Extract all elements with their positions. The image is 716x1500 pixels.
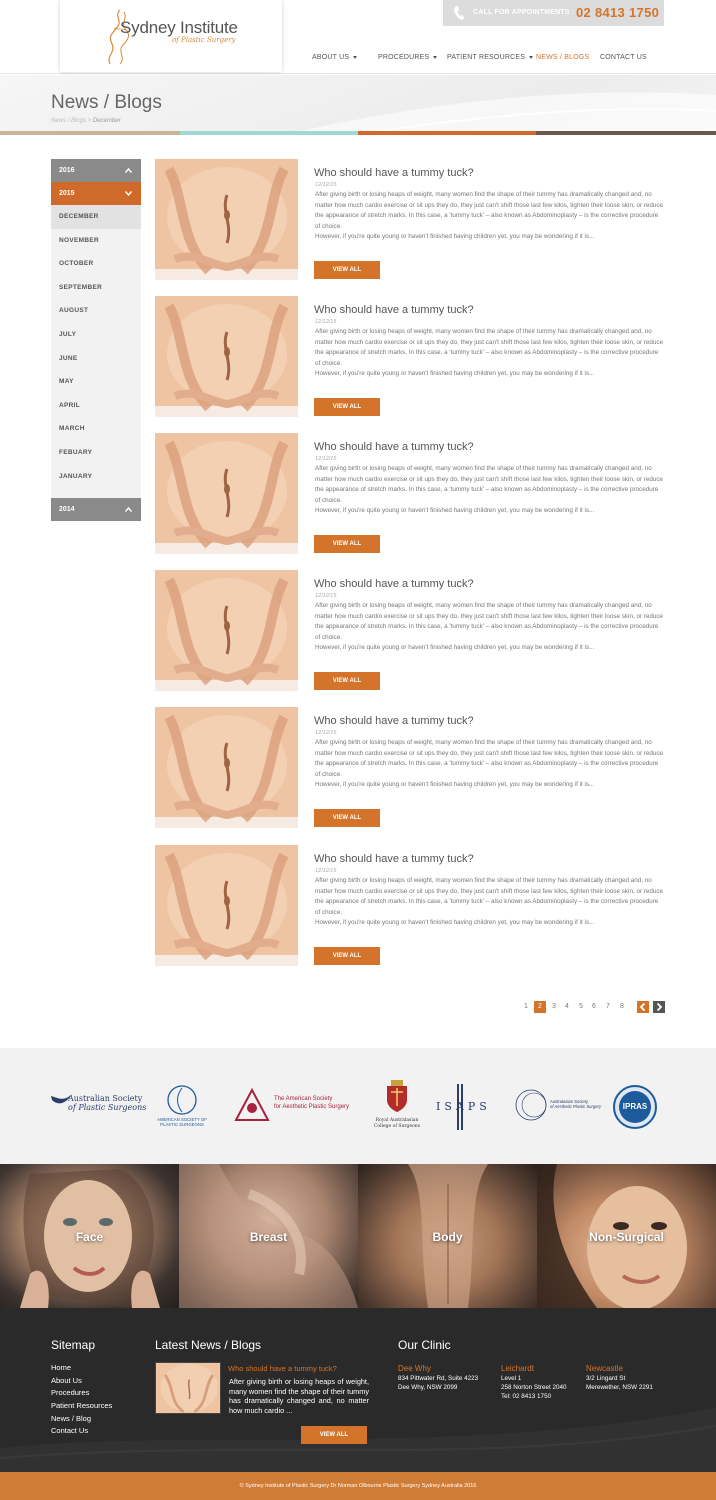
sitemap-link-home[interactable]: Home bbox=[51, 1363, 72, 1372]
month-november[interactable]: NOVEMBER bbox=[59, 236, 99, 244]
nav-label: PATIENT RESOURCES bbox=[447, 54, 526, 61]
post-excerpt-more: However, if you're quite young or haven't finished having children yet, you may be wondering if it is... bbox=[315, 919, 595, 927]
partner-amsps-line-2: PLASTIC SURGEONS bbox=[160, 1122, 204, 1127]
year-label: 2016 bbox=[59, 167, 75, 174]
stripe-1 bbox=[0, 131, 180, 135]
post-excerpt-text: After giving birth or losing heaps of weight, many women find the shape of their tummy has dramatically changed and, no matter how much cardio exercise or sit ups they do, they just can't shift those last few kilos, tighten their loose skin, or reduce the appearance of stretch marks. In this case, a 'tummy tuck' – also known as Abdominoplasty – is the corrective procedure of choice. bbox=[315, 877, 664, 916]
post-view-all-button[interactable]: VIEW ALL bbox=[314, 535, 380, 553]
page-7[interactable]: 7 bbox=[606, 1003, 610, 1010]
category-non-surgical-label: Non-Surgical bbox=[589, 1230, 664, 1244]
tummy-image bbox=[155, 296, 298, 417]
clinic-dee-why-name: Dee Why bbox=[398, 1364, 431, 1373]
category-breast-tile[interactable] bbox=[179, 1164, 358, 1308]
nav-label: PROCEDURES bbox=[378, 54, 430, 61]
page-title: News / Blogs bbox=[51, 92, 162, 113]
post-thumbnail[interactable] bbox=[155, 570, 298, 691]
tummy-image bbox=[155, 570, 298, 691]
crest-icon bbox=[383, 1078, 411, 1114]
stripe-4 bbox=[536, 131, 716, 135]
breadcrumb-blogs[interactable]: Blogs bbox=[71, 118, 87, 124]
page-banner bbox=[0, 75, 716, 131]
phone-icon bbox=[453, 5, 465, 21]
nav-label: CONTACT US bbox=[600, 54, 647, 61]
post-view-all-button[interactable]: VIEW ALL bbox=[314, 947, 380, 965]
post-excerpt-more: However, if you're quite young or haven't finished having children yet, you may be wondering if it is... bbox=[315, 507, 595, 515]
post-excerpt-more: However, if you're quite young or haven't finished having children yet, you may be wondering if it is... bbox=[315, 370, 595, 378]
partner-racs-line-1: Royal Australasian bbox=[375, 1118, 419, 1123]
partner-ipras-text: IPRAS bbox=[622, 1102, 648, 1111]
post-title[interactable]: Who should have a tummy tuck? bbox=[314, 715, 474, 727]
post-thumbnail[interactable] bbox=[155, 433, 298, 554]
page-6[interactable]: 6 bbox=[592, 1003, 596, 1010]
tummy-image bbox=[155, 159, 298, 280]
nav-label: ABOUT US bbox=[312, 54, 350, 61]
post-date: 12/12/15 bbox=[315, 319, 337, 325]
category-face-tile[interactable] bbox=[0, 1164, 179, 1308]
tummy-image bbox=[155, 707, 298, 828]
page-8[interactable]: 8 bbox=[620, 1003, 624, 1010]
nav-procedures[interactable] bbox=[378, 54, 437, 61]
post-title[interactable]: Who should have a tummy tuck? bbox=[314, 304, 474, 316]
post-excerpt-text: After giving birth or losing heaps of weight, many women find the shape of their tummy has dramatically changed and, no matter how much cardio exercise or sit ups they do, they just can't shift those last few kilos, tighten their loose skin, or reduce the appearance of stretch marks. In this case, a 'tummy tuck' – also known as Abdominoplasty – is the corrective procedure of choice. bbox=[315, 191, 664, 230]
breadcrumb-current: December bbox=[92, 118, 121, 124]
month-june[interactable]: JUNE bbox=[59, 354, 78, 362]
post-excerpt-text: After giving birth or losing heaps of weight, many women find the shape of their tummy has dramatically changed and, no matter how much cardio exercise or sit ups they do, they just can't shift those last few kilos, tighten their loose skin, or reduce the appearance of stretch marks. In this case, a 'tummy tuck' – also known as Abdominoplasty – is the corrective procedure of choice. bbox=[315, 465, 664, 504]
sitemap-link-patient-resources[interactable]: Patient Resources bbox=[51, 1401, 113, 1410]
stripe-2 bbox=[180, 131, 358, 135]
procedure-categories bbox=[0, 1164, 716, 1308]
year-2016[interactable] bbox=[51, 159, 141, 182]
post-title[interactable]: Who should have a tummy tuck? bbox=[314, 578, 474, 590]
logo[interactable] bbox=[60, 0, 282, 72]
post-date: 12/12/15 bbox=[315, 456, 337, 462]
month-march[interactable]: MARCH bbox=[59, 425, 85, 433]
chevron-up-icon bbox=[125, 168, 132, 173]
clinic-newcastle-line-2: Merewether, NSW 2291 bbox=[586, 1384, 653, 1391]
month-september[interactable]: SEPTEMBER bbox=[59, 283, 103, 291]
triangle-logo-icon bbox=[234, 1088, 270, 1122]
partner-asaps-line-1: The American Society bbox=[274, 1096, 333, 1102]
partner-amsps-line-1: AMERICAN SOCIETY OF bbox=[157, 1117, 207, 1122]
partner-asps-line-1: Australian Society bbox=[68, 1094, 143, 1103]
partner-ausaps-line-1: Australasian Society bbox=[550, 1099, 588, 1104]
blog-post bbox=[155, 845, 665, 970]
clinic-dee-why-line-1: 834 Pittwater Rd, Suite 4223 bbox=[398, 1375, 479, 1382]
post-view-all-button[interactable]: VIEW ALL bbox=[314, 398, 380, 416]
page-5[interactable]: 5 bbox=[579, 1003, 583, 1010]
chevron-down-icon bbox=[125, 191, 132, 196]
post-date: 12/12/15 bbox=[315, 730, 337, 736]
partner-amsps-logo[interactable] bbox=[152, 1084, 212, 1130]
page-3[interactable]: 3 bbox=[552, 1003, 556, 1010]
month-list bbox=[51, 205, 141, 488]
post-excerpt-more: However, if you're quite young or haven't finished having children yet, you may be wondering if it is... bbox=[315, 644, 595, 652]
copyright: © Sydney Institute of Plastic Surgery Dr Norman Olbourne Plastic Surgery Sydney Australia 2016 bbox=[0, 1472, 716, 1500]
clinic-leichardt-line-3: Tel: 02 8413 1750 bbox=[501, 1393, 552, 1400]
month-december[interactable]: DECEMBER bbox=[51, 205, 141, 229]
nav-label: NEWS / BLOGS bbox=[536, 54, 590, 61]
nav-news-blogs[interactable] bbox=[536, 54, 589, 61]
post-excerpt bbox=[315, 464, 665, 517]
latest-news-item-excerpt: After giving birth or losing heaps of weight, many women find the shape of their tummy has dramatically changed and, no matter how much cardio ... bbox=[229, 1377, 369, 1415]
month-april[interactable]: APRIL bbox=[59, 401, 80, 409]
blog-post bbox=[155, 707, 665, 832]
call-number[interactable]: 02 8413 1750 bbox=[576, 5, 660, 20]
partner-racs-line-2: College of Surgeons bbox=[373, 1123, 421, 1129]
sitemap-link-about[interactable]: About Us bbox=[51, 1376, 82, 1385]
post-excerpt bbox=[315, 190, 665, 243]
stripe-3 bbox=[358, 131, 536, 135]
month-february[interactable]: FEBUARY bbox=[59, 448, 93, 456]
blog-post bbox=[155, 159, 665, 284]
sitemap-link-procedures[interactable]: Procedures bbox=[51, 1388, 90, 1397]
year-2015[interactable] bbox=[51, 182, 141, 205]
latest-news-item-title[interactable]: Who should have a tummy tuck? bbox=[228, 1364, 337, 1373]
clinic-leichardt-name: Leichardt bbox=[501, 1364, 534, 1373]
category-body-tile[interactable] bbox=[358, 1164, 537, 1308]
latest-news-thumbnail[interactable] bbox=[155, 1362, 221, 1414]
ring-logo-icon bbox=[514, 1088, 548, 1122]
tummy-image bbox=[155, 845, 298, 966]
post-thumbnail[interactable] bbox=[155, 296, 298, 417]
page-2-current[interactable]: 2 bbox=[534, 1001, 546, 1013]
post-excerpt-more: However, if you're quite young or haven't finished having children yet, you may be wondering if it is... bbox=[315, 233, 595, 241]
page-1[interactable]: 1 bbox=[524, 1003, 528, 1010]
latest-news-title: Latest News / Blogs bbox=[155, 1338, 262, 1352]
our-clinic-title: Our Clinic bbox=[398, 1338, 451, 1352]
partner-asps-line-2: of Plastic Surgeons bbox=[68, 1103, 147, 1112]
year-label: 2015 bbox=[59, 190, 75, 197]
year-2014[interactable] bbox=[51, 498, 141, 521]
post-date: 12/12/15 bbox=[315, 868, 337, 874]
post-thumbnail[interactable] bbox=[155, 707, 298, 828]
post-title[interactable]: Who should have a tummy tuck? bbox=[314, 167, 474, 179]
clinic-newcastle-line-1: 3/2 Lingard St bbox=[586, 1375, 626, 1382]
next-page-icon[interactable] bbox=[653, 1001, 665, 1013]
partner-ausaps-logo[interactable] bbox=[514, 1088, 606, 1122]
sitemap-link-contact[interactable]: Contact Us bbox=[51, 1426, 89, 1435]
partner-racs-logo[interactable] bbox=[372, 1078, 422, 1136]
clinic-newcastle-name: Newcastle bbox=[586, 1364, 623, 1373]
breadcrumb: News / Blogs > December bbox=[51, 118, 121, 124]
post-date: 12/12/15 bbox=[315, 593, 337, 599]
month-october[interactable]: OCTOBER bbox=[59, 260, 94, 268]
post-excerpt bbox=[315, 876, 665, 929]
latest-news-view-all-button[interactable]: VIEW ALL bbox=[301, 1426, 367, 1444]
partner-logos bbox=[0, 1048, 716, 1164]
category-non-surgical-tile[interactable] bbox=[537, 1164, 716, 1308]
partner-isaps-text: ISAPS bbox=[436, 1100, 491, 1113]
month-january[interactable]: JANUARY bbox=[59, 472, 93, 480]
chevron-down-icon bbox=[353, 56, 357, 59]
post-excerpt bbox=[315, 738, 665, 791]
post-excerpt bbox=[315, 601, 665, 654]
partner-asaps-logo[interactable] bbox=[234, 1088, 364, 1122]
partner-isaps-logo[interactable] bbox=[436, 1084, 500, 1130]
chevron-down-icon bbox=[433, 56, 437, 59]
partner-asps-logo[interactable] bbox=[50, 1090, 145, 1122]
blog-post bbox=[155, 296, 665, 421]
post-excerpt-more: However, if you're quite young or haven't finished having children yet, you may be wondering if it is... bbox=[315, 781, 595, 789]
post-view-all-button[interactable]: VIEW ALL bbox=[314, 809, 380, 827]
logo-title: Sydney Institute bbox=[120, 18, 238, 37]
nav-patient-resources[interactable] bbox=[447, 54, 533, 61]
post-excerpt-text: After giving birth or losing heaps of weight, many women find the shape of their tummy has dramatically changed and, no matter how much cardio exercise or sit ups they do, they just can't shift those last few kilos, tighten their loose skin, or reduce the appearance of stretch marks. In this case, a 'tummy tuck' – also known as Abdominoplasty – is the corrective procedure of choice. bbox=[315, 328, 664, 367]
month-july[interactable]: JULY bbox=[59, 330, 77, 338]
clinic-leichardt-line-2: 258 Norton Street 2040 bbox=[501, 1384, 567, 1391]
archive-sidebar bbox=[51, 159, 141, 521]
partner-ausaps-line-2: of Aesthetic Plastic Surgery bbox=[550, 1104, 602, 1109]
month-list-footer bbox=[51, 488, 141, 498]
site-header bbox=[0, 0, 716, 74]
post-view-all-button[interactable]: VIEW ALL bbox=[314, 672, 380, 690]
post-thumbnail[interactable] bbox=[155, 845, 298, 966]
post-view-all-button[interactable]: VIEW ALL bbox=[314, 261, 380, 279]
year-label: 2014 bbox=[59, 506, 75, 514]
partner-ipras-logo[interactable] bbox=[612, 1084, 658, 1130]
category-body-label: Body bbox=[432, 1230, 463, 1244]
site-footer bbox=[0, 1308, 716, 1472]
month-may[interactable]: MAY bbox=[59, 378, 74, 386]
sitemap-link-news-blog[interactable]: News / Blog bbox=[51, 1414, 92, 1423]
circle-logo-icon bbox=[166, 1084, 198, 1116]
call-label: CALL FOR APPOINTMENTS : bbox=[473, 9, 575, 16]
tummy-image bbox=[155, 433, 298, 554]
prev-page-icon[interactable] bbox=[637, 1001, 649, 1013]
category-face-label: Face bbox=[75, 1230, 104, 1244]
post-excerpt-text: After giving birth or losing heaps of weight, many women find the shape of their tummy has dramatically changed and, no matter how much cardio exercise or sit ups they do, they just can't shift those last few kilos, tighten their loose skin, or reduce the appearance of stretch marks. In this case, a 'tummy tuck' – also known as Abdominoplasty – is the corrective procedure of choice. bbox=[315, 739, 664, 778]
partner-asaps-line-2: for Aesthetic Plastic Surgery bbox=[274, 1103, 350, 1110]
sitemap-title: Sitemap bbox=[51, 1338, 96, 1352]
chevron-down-icon bbox=[529, 56, 533, 59]
blog-post bbox=[155, 570, 665, 695]
post-title[interactable]: Who should have a tummy tuck? bbox=[314, 441, 474, 453]
post-date: 12/12/15 bbox=[315, 182, 337, 188]
category-breast-label: Breast bbox=[249, 1230, 288, 1244]
tummy-image bbox=[156, 1363, 221, 1414]
logo-subtitle: of Plastic Surgery bbox=[172, 36, 236, 44]
call-appointments-bar[interactable] bbox=[443, 0, 664, 26]
breadcrumb-news[interactable]: News bbox=[51, 118, 67, 124]
nav-about-us[interactable] bbox=[312, 54, 357, 61]
chevron-up-icon bbox=[125, 507, 132, 512]
month-august[interactable]: AUGUST bbox=[59, 307, 89, 315]
post-excerpt bbox=[315, 327, 665, 380]
post-title[interactable]: Who should have a tummy tuck? bbox=[314, 853, 474, 865]
clinic-leichardt-line-1: Level 1 bbox=[501, 1375, 522, 1382]
post-excerpt-text: After giving birth or losing heaps of weight, many women find the shape of their tummy has dramatically changed and, no matter how much cardio exercise or sit ups they do, they just can't shift those last few kilos, tighten their loose skin, or reduce the appearance of stretch marks. In this case, a 'tummy tuck' – also known as Abdominoplasty – is the corrective procedure of choice. bbox=[315, 602, 664, 641]
post-thumbnail[interactable] bbox=[155, 159, 298, 280]
nav-contact-us[interactable] bbox=[600, 54, 647, 61]
page-4[interactable]: 4 bbox=[565, 1003, 569, 1010]
clinic-dee-why-line-2: Dee Why, NSW 2099 bbox=[398, 1384, 458, 1391]
blog-post bbox=[155, 433, 665, 558]
